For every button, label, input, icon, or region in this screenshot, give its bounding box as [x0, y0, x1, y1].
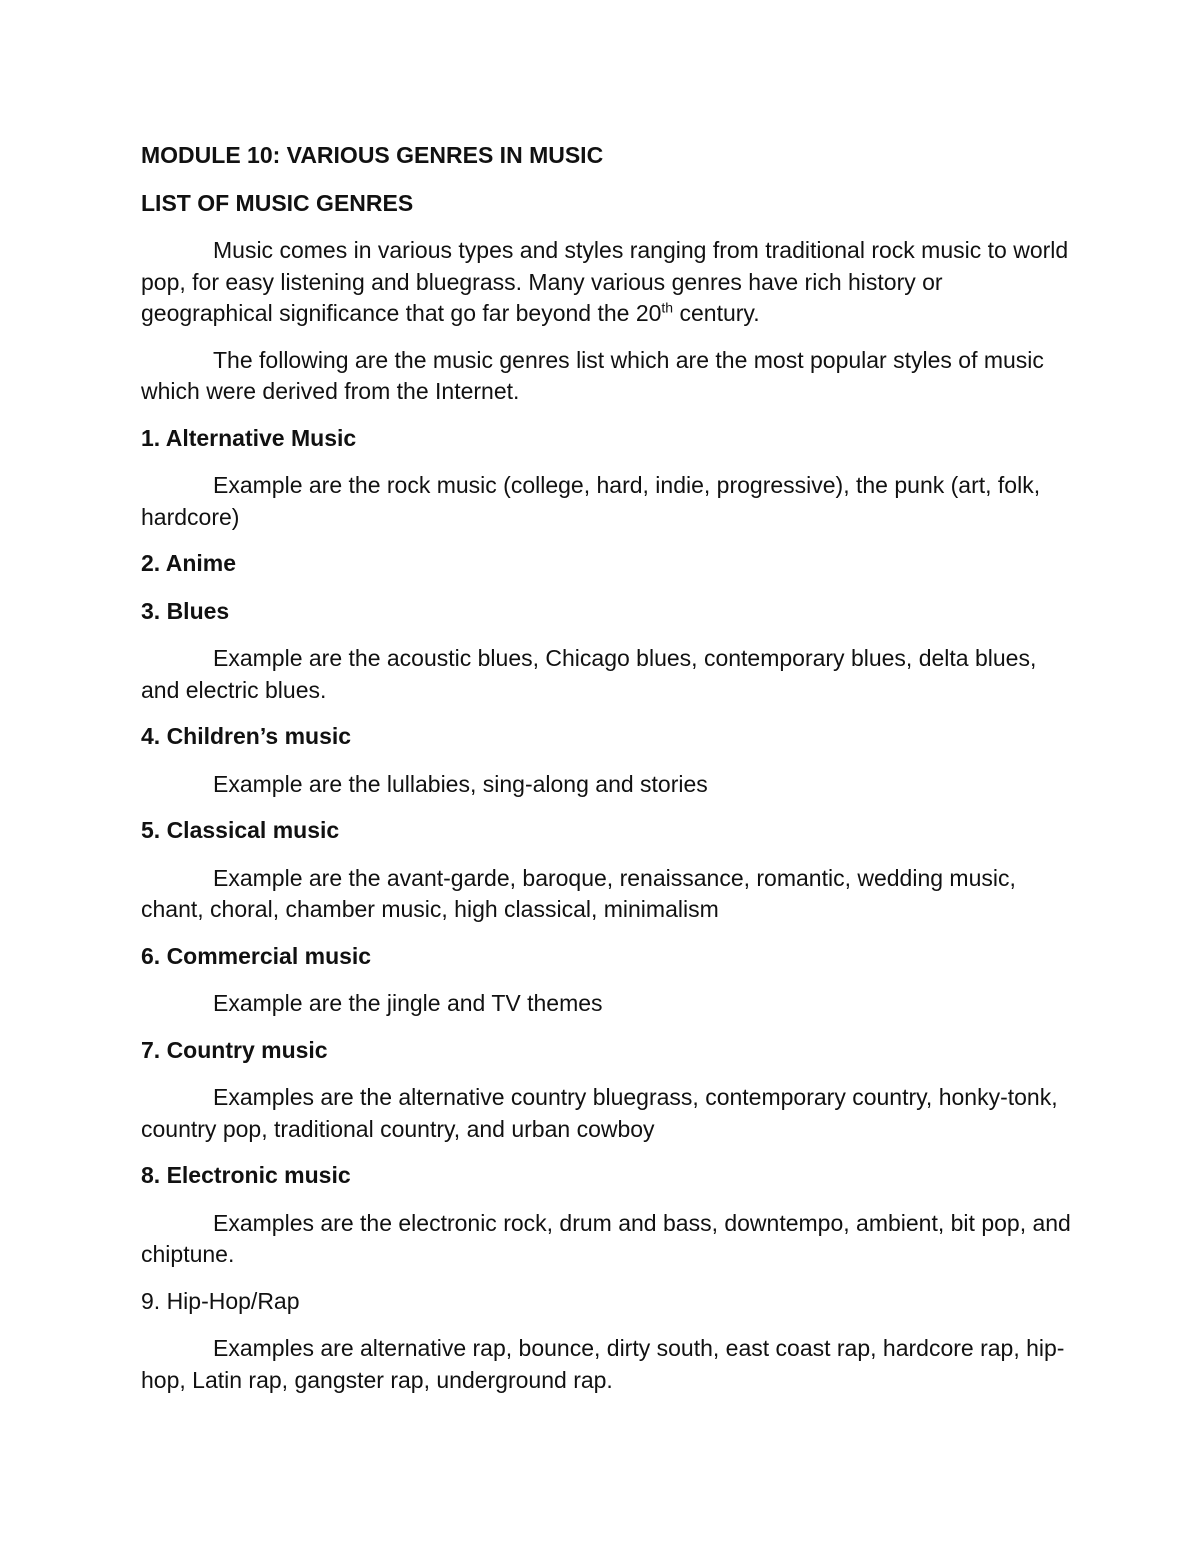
document-content — [141, 140, 1071, 1411]
section-body-electronic: Examples are the electronic rock, drum and bass, downtempo, ambient, bit pop, and chiptune. — [141, 1209, 1071, 1267]
intro-paragraph-1-end: century. — [673, 300, 760, 326]
intro-paragraph-1 — [141, 235, 1071, 330]
superscript-th: th — [661, 299, 674, 316]
section-title-anime: 2. Anime — [141, 550, 237, 576]
list-title: LIST OF MUSIC GENRES — [141, 189, 414, 216]
section-body-country: Examples are the alternative country bluegrass, contemporary country, honky-tonk, country pop, traditional country, and urban cowboy — [141, 1084, 1058, 1142]
intro-paragraph-1-text: Music comes in various types and styles ranging from traditional rock music to world pop, for easy listening and bluegrass. Many various genres have rich history or geographical significance that go far beyond the 20 — [141, 237, 1069, 326]
section-title-childrens: 4. Children’s music — [141, 723, 352, 749]
section-body-classical: Example are the avant-garde, baroque, renaissance, romantic, wedding music, chant, choral, chamber music, high classical, minimalism — [141, 864, 1016, 922]
section-title-classical: 5. Classical music — [141, 817, 340, 843]
section-title-blues: 3. Blues — [141, 597, 230, 624]
section-body-alternative: Example are the rock music (college, hard, indie, progressive), the punk (art, folk, hardcore) — [141, 472, 1041, 530]
section-body-hiphop: Examples are alternative rap, bounce, dirty south, east coast rap, hardcore rap, hip-hop, Latin rap, gangster rap, underground rap. — [141, 1335, 1065, 1393]
module-title: MODULE 10: VARIOUS GENRES IN MUSIC — [141, 142, 604, 168]
section-body-commercial: Example are the jingle and TV themes — [213, 990, 603, 1016]
section-title-alternative: 1. Alternative Music — [141, 424, 357, 451]
section-title-electronic: 8. Electronic music — [141, 1162, 351, 1188]
section-title-commercial: 6. Commercial music — [141, 942, 372, 969]
section-title-hiphop: 9. Hip-Hop/Rap — [141, 1287, 300, 1314]
intro-paragraph-2: The following are the music genres list which are the most popular styles of music which were derived from the Internet. — [141, 346, 1044, 404]
section-title-country: 7. Country music — [141, 1036, 328, 1063]
section-body-blues: Example are the acoustic blues, Chicago blues, contemporary blues, delta blues, and electric blues. — [141, 645, 1037, 703]
section-body-childrens: Example are the lullabies, sing-along and stories — [213, 770, 708, 797]
